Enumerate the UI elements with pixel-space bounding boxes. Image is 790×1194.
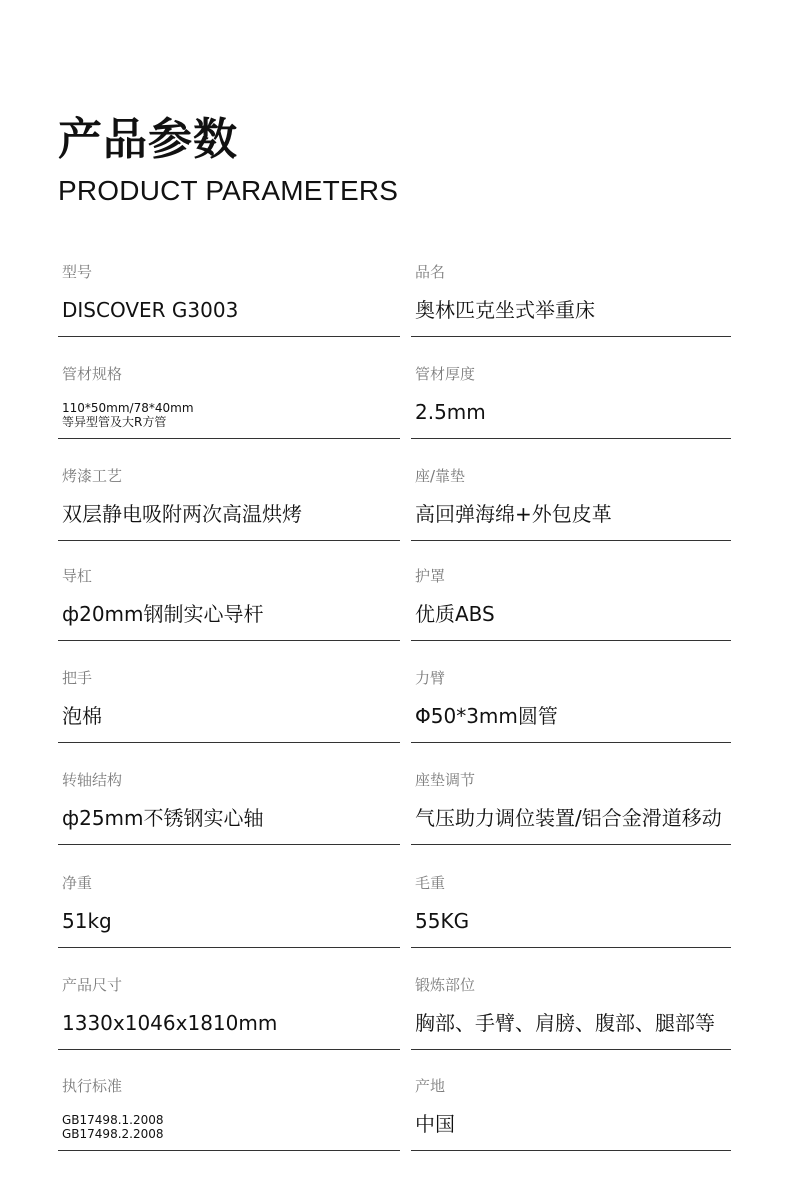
param-value: ф20mm钢制实心导杆 — [62, 602, 264, 626]
param-label: 管材厚度 — [415, 365, 476, 383]
param-standard — [58, 1077, 400, 1151]
param-label: 型号 — [62, 263, 93, 281]
param-label: 把手 — [62, 669, 93, 687]
param-label: 产品尺寸 — [62, 976, 123, 994]
param-lever-arm — [411, 669, 731, 743]
param-value: 2.5mm — [415, 400, 486, 424]
param-value: 中国 — [415, 1112, 455, 1136]
param-model — [58, 263, 400, 337]
param-value: 110*50mm/78*40mm — [62, 401, 194, 415]
param-value: ф25mm不锈钢实心轴 — [62, 806, 264, 830]
param-label: 转轴结构 — [62, 771, 123, 789]
param-label: 护罩 — [415, 567, 446, 585]
param-guide-rod — [58, 567, 400, 641]
param-seat-back-pad — [411, 467, 731, 541]
param-label: 烤漆工艺 — [62, 467, 123, 485]
param-value: 奥林匹克坐式举重床 — [415, 298, 595, 322]
param-value: 高回弹海绵+外包皮革 — [415, 502, 612, 526]
param-origin — [411, 1077, 731, 1151]
param-value: 1330x1046x1810mm — [62, 1011, 278, 1035]
param-tube-thickness — [411, 365, 731, 439]
param-training-areas — [411, 976, 731, 1050]
param-gross-weight — [411, 874, 731, 948]
param-label: 净重 — [62, 874, 93, 892]
param-label: 座/靠垫 — [415, 467, 466, 485]
param-label: 座垫调节 — [415, 771, 476, 789]
param-value: DISCOVER G3003 — [62, 298, 239, 322]
param-label: 产地 — [415, 1077, 446, 1095]
param-value: 胸部、手臂、肩膀、腹部、腿部等 — [415, 1011, 715, 1035]
param-dimensions — [58, 976, 400, 1050]
param-value: 优质ABS — [415, 602, 495, 626]
param-value-line2: 等异型管及大R方管 — [62, 415, 167, 429]
param-value-line2: GB17498.2.2008 — [62, 1127, 164, 1141]
param-label: 执行标准 — [62, 1077, 123, 1095]
page-title-cn: 产品参数 — [58, 114, 238, 165]
param-label: 品名 — [415, 263, 446, 281]
param-label: 力臂 — [415, 669, 446, 687]
param-net-weight — [58, 874, 400, 948]
param-shield — [411, 567, 731, 641]
param-label: 管材规格 — [62, 365, 123, 383]
param-tube-spec — [58, 365, 400, 439]
param-value: 泡棉 — [62, 704, 102, 728]
param-pivot-structure — [58, 771, 400, 845]
param-handle — [58, 669, 400, 743]
param-paint-process — [58, 467, 400, 541]
param-value: 双层静电吸附两次高温烘烤 — [62, 502, 302, 526]
param-label: 导杠 — [62, 567, 93, 585]
param-product-name — [411, 263, 731, 337]
param-value: 气压助力调位装置/铝合金滑道移动 — [415, 806, 722, 830]
param-label: 锻炼部位 — [415, 976, 476, 994]
param-value: GB17498.1.2008 — [62, 1113, 164, 1127]
page-title-en: PRODUCT PARAMETERS — [58, 175, 399, 206]
param-value: 51kg — [62, 909, 112, 933]
param-value: 55KG — [415, 909, 470, 933]
param-seat-adjust — [411, 771, 731, 845]
param-value: Φ50*3mm圆管 — [415, 704, 558, 728]
param-label: 毛重 — [415, 874, 446, 892]
